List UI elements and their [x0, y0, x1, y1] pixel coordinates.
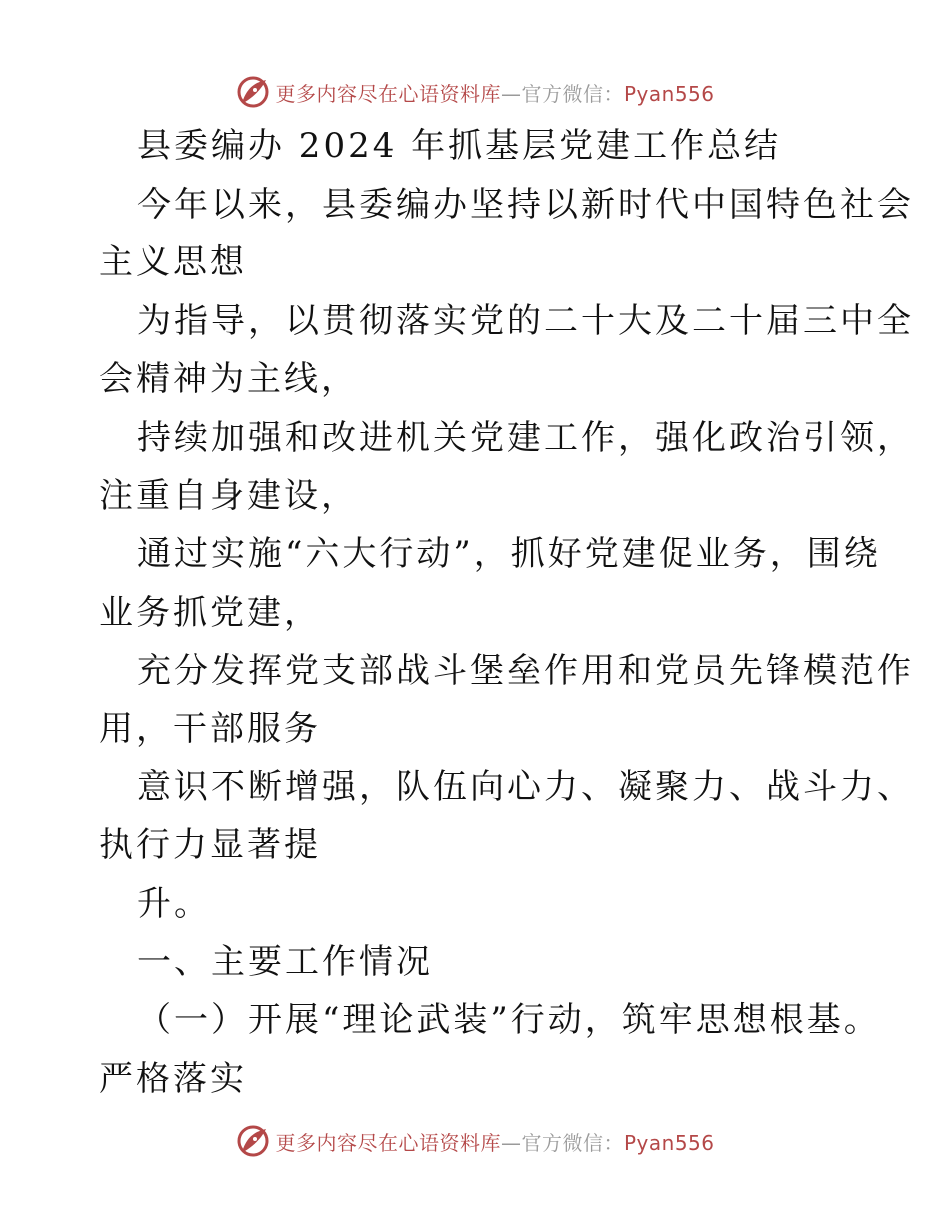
paragraph-line: 意识不断增强，队伍向心力、凝聚力、战斗力、 [137, 767, 914, 807]
paragraph-line: 为指导，以贯彻落实党的二十大及二十届三中全 [137, 301, 914, 341]
paragraph-line: 执行力显著提 [99, 825, 321, 865]
paragraph-line: 通过实施“六大行动”，抓好党建促业务，围绕 [137, 534, 881, 574]
paragraph-line: 业务抓党建， [99, 593, 321, 633]
pen-nib-logo-icon [235, 1123, 271, 1159]
paragraph-line: 用，干部服务 [99, 709, 321, 749]
watermark-text: 更多内容尽在心语资料库—官方微信：Pyan556 [275, 1130, 715, 1155]
subsection-heading: （一）开展“理论武装”行动，筑牢思想根基。 [137, 1000, 881, 1040]
paragraph-line: 严格落实 [99, 1059, 247, 1099]
paragraph-line: 会精神为主线， [99, 359, 358, 399]
footer-watermark [0, 1121, 950, 1161]
paragraph-line: 升。 [137, 884, 211, 924]
paragraph-line: 主义思想 [99, 242, 247, 282]
paragraph-line: 充分发挥党支部战斗堡垒作用和党员先锋模范作 [137, 651, 914, 691]
paragraph-line: 持续加强和改进机关党建工作，强化政治引领， [137, 418, 914, 458]
document-title: 县委编办 2024 年抓基层党建工作总结 [137, 126, 782, 166]
section-heading: 一、主要工作情况 [137, 942, 433, 982]
watermark-text: 更多内容尽在心语资料库—官方微信：Pyan556 [275, 81, 715, 106]
paragraph-line: 今年以来，县委编办坚持以新时代中国特色社会 [137, 185, 914, 225]
paragraph-line: 注重自身建设， [99, 476, 358, 516]
